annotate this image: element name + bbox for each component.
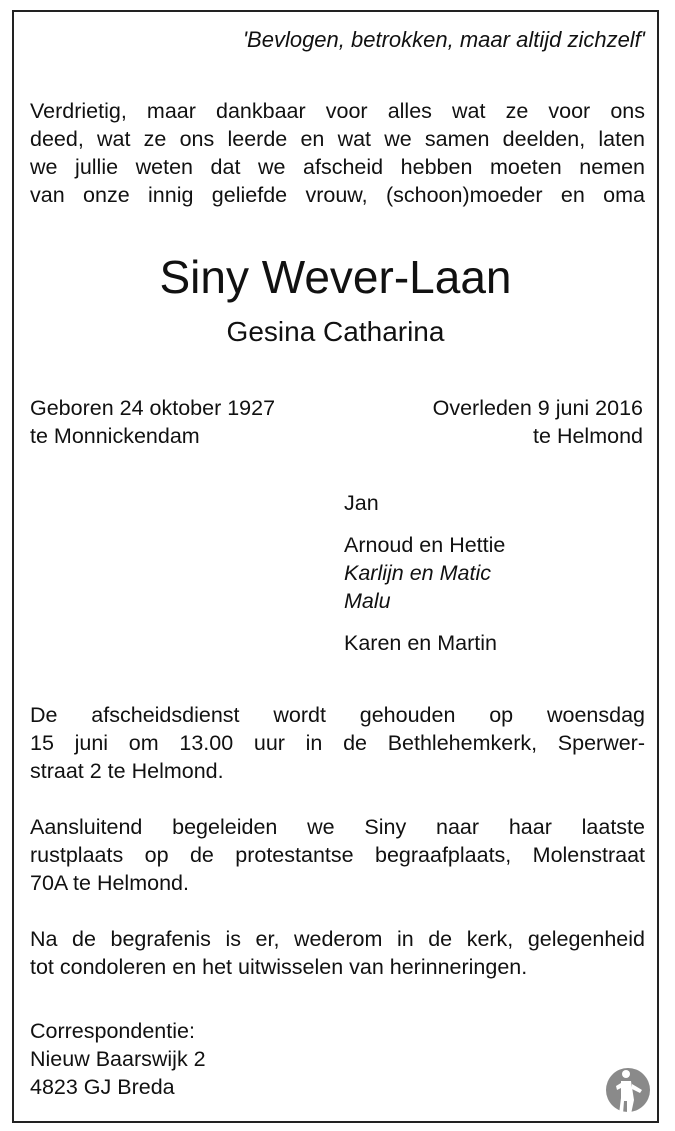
correspondence-city: 4823 GJ Breda	[30, 1075, 175, 1099]
birth-place: te Monnickendam	[30, 424, 200, 448]
burial-line: 70A te Helmond.	[30, 871, 189, 895]
condolence-line: Na de begrafenis is er, wederom in de kerk, gelegenheid	[30, 927, 645, 951]
intro-line: Verdrietig, maar dankbaar voor alles wat ze voor ons	[30, 99, 645, 123]
intro-line: we jullie weten dat we afscheid hebben moeten nemen	[30, 155, 645, 179]
correspondence-street: Nieuw Baarswijk 2	[30, 1047, 206, 1071]
burial-paragraph	[30, 813, 645, 897]
family-child: Arnoud en Hettie	[344, 533, 506, 557]
intro-line: deed, wat ze ons leerde en wat we samen deelden, laten	[30, 127, 645, 151]
death-date: Overleden 9 juni 2016	[432, 396, 643, 420]
intro-line: van onze innig geliefde vrouw, (schoon)moeder en oma	[30, 183, 645, 207]
deceased-name: Siny Wever-Laan	[159, 251, 512, 303]
intro-paragraph	[30, 97, 645, 209]
correspondence-address	[30, 1017, 206, 1101]
family-child: Karen en Martin	[344, 631, 497, 655]
death-place: te Helmond	[533, 424, 643, 448]
burial-line: Aansluitend begeleiden we Siny naar haar laatste	[30, 815, 645, 839]
correspondence-label: Correspondentie:	[30, 1019, 195, 1043]
family-grandchild: Karlijn en Matic	[344, 561, 491, 585]
birth-info	[30, 394, 275, 450]
condolence-paragraph	[30, 925, 645, 981]
publisher-logo-icon	[604, 1060, 652, 1120]
death-info	[433, 394, 643, 450]
service-line: 15 juni om 13.00 uur in de Bethlehemkerk, Sperwer-	[30, 731, 645, 755]
quote: 'Bevlogen, betrokken, maar altijd zichzelf'	[242, 27, 645, 52]
service-line: straat 2 te Helmond.	[30, 759, 224, 783]
obituary-card	[12, 10, 659, 1123]
condolence-line: tot condoleren en het uitwisselen van herinneringen.	[30, 955, 528, 979]
family-spouse: Jan	[344, 491, 379, 515]
family-greatgrandchild: Malu	[344, 589, 391, 613]
given-names: Gesina Catharina	[226, 316, 445, 347]
service-paragraph	[30, 701, 645, 785]
birth-date: Geboren 24 oktober 1927	[30, 396, 276, 420]
service-line: De afscheidsdienst wordt gehouden op woensdag	[30, 703, 645, 727]
burial-line: rustplaats op de protestantse begraafplaats, Molenstraat	[30, 843, 645, 867]
service-info	[30, 701, 645, 1009]
family-list	[344, 489, 505, 657]
